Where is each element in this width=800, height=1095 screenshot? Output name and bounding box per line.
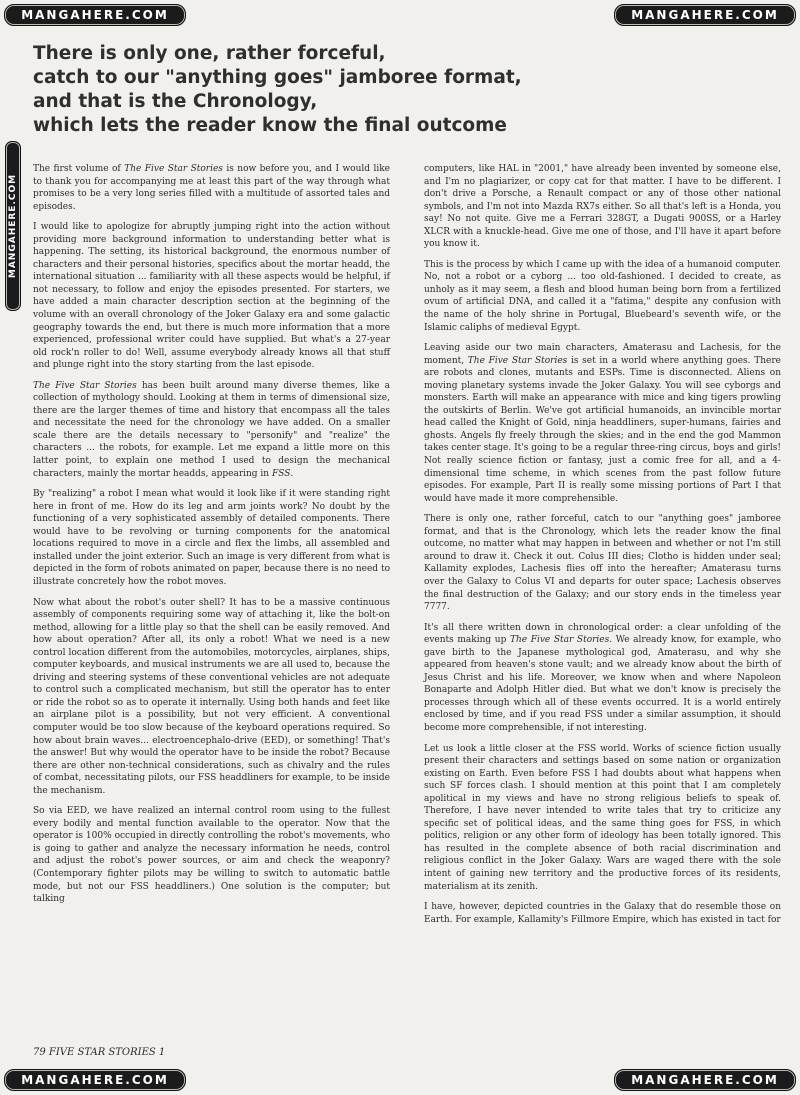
- paragraph: So via EED, we have realized an internal control room using to the fullest every bodily and mental function available to the operator. Now that the operator is 100% occupied in directly controlling the robot's movements, who is going to gather and analyze the necessary information he needs, control and adjust the robot's power sources, or aim and check the weaponry? (Contemporary fighter pilots may be willing to switch to automatic battle mode, but not our FSS headdliners.) One solution is the computer; but talking: [33, 806, 390, 905]
- paragraph: Now what about the robot's outer shell? It has to be a massive continuous assembly of components requiring some way of attaching it, like the bolt-on method, allowing for a little play so that the shell can be easily removed. And how about operation? After all, its only a robot! What we need is a new control location different from the automobiles, motorcycles, airplanes, ships, computer keyboards, and musical instruments we are all used to, because the driving and steering systems of these conventional vehicles are not adequate to control such a complicated mechanism, but still the operator has to enter or ride the robot so as to operate it internally. Using both hands and feet like an airplane pilot is a possibility, but not very efficient. A conventional computer would be too slow because of the keyboard operations required. So how about brain waves... electroencephalo-drive (EED), or something! That's the answer! But why would the operator have to be inside the robot? Because there are other non-technical considerations, such as chivalry and the rules of combat, necessitating pilots, our FSS headdliners for example, to be inside the mechanism.: [33, 597, 390, 796]
- headline-line: catch to our "anything goes" jamboree format,: [33, 67, 522, 88]
- paragraph: computers, like HAL in "2001," have already been invented by someone else, and I'm no plagiarizer, or copy cat for that matter. I have to be different. I don't drive a Porsche, a Renault compact or any of those other national symbols, and I'm not into Mazda RX7s either. So all that's left is a Honda, you say! No not quite. Give me a Ferrari 328GT, a Dugati 900SS, or a Harley XLCR with a knuckle-head. Give me one of those, and I'll have it apart before you know it.: [424, 164, 781, 250]
- paragraph: By "realizing" a robot I mean what would it look like if it were standing right here in front of me. How do its leg and arm joints work? No doubt by the functioning of a very sophisticated assembly of detailed components. There would have to be revolving or turning components for the anatomical locations required to move in a circle and flex the limbs, all assembled and installed under the joint exterior. Such an image is very different from what is depicted in the form of robots animated on paper, because there is no need to illustrate concretely how the robot moves.: [33, 489, 390, 587]
- paragraph: It's all there written down in chronological order: a clear unfolding of the events making up The Five Star Stories. We already know, for example, who gave birth to the Japanese mythological god, Amaterasu, and why she appeared from heaven's stone vault; and we already know about the birth of Jesus Christ and his life. Moreover, we know when and where Napoleon Bonaparte and Adolph Hitler died. But what we don't know is precisely the processes through which all of these events occurred. It is a world entirely enclosed by time, and if you read FSS under a similar assumption, it should become more comprehensible, if not interesting.: [424, 622, 781, 733]
- paragraph: The Five Star Stories has been built around many diverse themes, like a collection of mythology should. Looking at them in terms of dimensional size, there are the larger themes of time and history that encompass all the tales and necessitate the need for the chronology we have added. On a smaller scale there are the details necessary to "personify" and "realize" the characters ... the robots, for example. Let me expand a little more on this latter point, to explain one method I used to design the mechanical characters, mainly the mortar headds, appearing in FSS.: [33, 380, 390, 479]
- paragraph: I would like to apologize for abruptly jumping right into the action without providing more background information to understanding better what is happening. The setting, its historical background, the enormous number of characters and their personal histories, specifics about the mortar headd, the international situation ... familiarity with all these aspects would be helpful, if not necessary, to follow and enjoy the episodes presented. For starters, we have added a main character description section at the beginning of the volume with an overall chronology of the Joker Galaxy era and some galactic geography towards the end, but there is much more information that a more experienced, professional writer could have supplied. But what's a 27-year old rock'n roller to do! Well, assume everybody already knows all that stuff and plunge right into the story starting from the last episode.: [33, 222, 390, 371]
- watermark-top-left: MANGAHERE.COM: [4, 4, 186, 26]
- watermark-bottom-left: MANGAHERE.COM: [4, 1069, 186, 1091]
- page-footer: 79 FIVE STAR STORIES 1: [33, 1047, 166, 1058]
- paragraph: Let us look a little closer at the FSS world. Works of science fiction usually present their characters and settings based on some nation or organization existing on Earth. Even before FSS I had doubts about what happens when such SF forces clash. I should mention at this point that I am completely apolitical in my views and have no strong religious beliefs to speak of. Therefore, I have never intended to write tales that try to criticize any specific set of political ideas, and the same thing goes for FSS, in which politics, religion or any other form of ideology has been totally ignored. This has resulted in the complete absence of both racial discrimination and religious conflict in the Joker Galaxy. Wars are waged there with the sole intent of gaining new territory and the productive forces of its residents, materialism at its zenith.: [424, 743, 781, 892]
- paragraph: I have, however, depicted countries in the Galaxy that do resemble those on Earth. For example, Kallamity's Fillmore Empire, which has existed in tact for: [424, 902, 781, 925]
- headline-line: There is only one, rather forceful,: [33, 43, 386, 64]
- paragraph: Leaving aside our two main characters, Amaterasu and Lachesis, for the moment, The Five Star Stories is set in a world where anything goes. There are robots and clones, mutants and ESPs. Time is disconnected. Aliens on moving planetary systems invade the Joker Galaxy. You will see cyborgs and monsters. Earth will make an appearance with mice and king tigers prowling the outskirts of Berlin. We've got artificial humanoids, an invincible mortar head called the Knight of Gold, ninja headdliners, super-humans, fairies and ghosts. Angels fly freely through the skies; and in the end the god Mammon takes center stage. It's going to be a regular three-ring circus, boys and girls! Not really science fiction or fantasy, just a comic free for all, and a 4-dimensional time scheme, in which scenes from the past follow future episodes. For example, Part II is really some missing portions of Part I that would have made it more comprehensible.: [424, 343, 781, 504]
- watermark-left-vertical: MANGAHERE.COM: [5, 141, 21, 311]
- watermark-top-right: MANGAHERE.COM: [614, 4, 796, 26]
- headline-line: which lets the reader know the final outcome: [33, 115, 507, 136]
- headline-line: and that is the Chronology,: [33, 91, 318, 112]
- paragraph: The first volume of The Five Star Stories is now before you, and I would like to thank you for accompanying me at least this part of the way through what promises to be a very long series filled with a multitude of assorted tales and episodes.: [33, 164, 390, 212]
- watermark-bottom-right: MANGAHERE.COM: [614, 1069, 796, 1091]
- left-column: [33, 163, 390, 914]
- page-headline: [33, 42, 633, 138]
- paragraph: This is the process by which I came up with the idea of a humanoid computer. No, not a robot or a cyborg ... too old-fashioned. I decided to create, as unholy as it may seem, a flesh and blood human being born from a fertilized ovum of artificial DNA, and called it a "fatima," despite any confusion with the name of the holy shrine in Portugal, Bluebeard's seventh wife, or the Islamic caliphs of medieval Egypt.: [424, 259, 781, 333]
- paragraph: There is only one, rather forceful, catch to our "anything goes" jamboree format, and that is the Chronology, which lets the reader know the final outcome, no matter what may happen in between and whether or not I'm still around to draw it. Check it out. Colus III dies; Clotho is hidden under seal; Kallamity explodes, Lachesis flies off into the hereafter; Amaterasu turns over the Galaxy to Colus VI and departs for outer space; Lachesis observes the final destruction of the Galaxy; and our story ends in the timeless year 7777.: [424, 514, 781, 613]
- right-column: [424, 163, 781, 934]
